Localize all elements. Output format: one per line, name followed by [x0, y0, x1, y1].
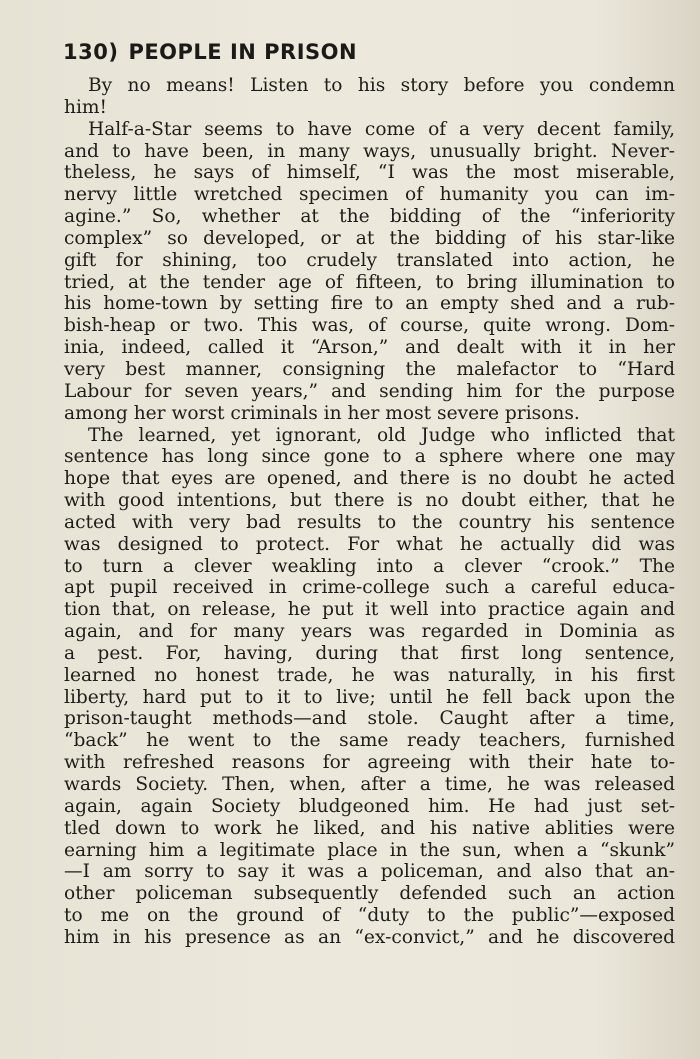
text-line: with good intentions, but there is no doubt either, that he: [64, 490, 675, 512]
text-line: apt pupil received in crime-college such a careful educa-: [64, 577, 675, 599]
text-line: earning him a legitimate place in the sun, when a “skunk”: [64, 839, 675, 861]
text-line: other policeman subsequently defended such an action: [64, 883, 675, 905]
text-line: sentence has long since gone to a sphere where one may: [64, 446, 675, 468]
body-text: [64, 75, 675, 949]
page-number: 130): [63, 40, 119, 64]
text-line: tled down to work he liked, and his native ablities were: [64, 817, 675, 839]
text-line: “back” he went to the same ready teachers, furnished: [64, 730, 675, 752]
text-line: his home-town by setting fire to an empty shed and a rub-: [64, 293, 675, 315]
text-line: to me on the ground of “duty to the public”—exposed: [64, 905, 675, 927]
text-line: inia, indeed, called it “Arson,” and dealt with it in her: [64, 337, 675, 359]
text-line: with refreshed reasons for agreeing with their hate to-: [64, 752, 675, 774]
text-line: tion that, on release, he put it well into practice again and: [64, 599, 675, 621]
text-line: tried, at the tender age of fifteen, to bring illumination to: [64, 271, 675, 293]
text-line: prison-taught methods—and stole. Caught after a time,: [64, 708, 675, 730]
text-line: him in his presence as an “ex-convict,” and he discovered: [64, 926, 675, 948]
running-header: [63, 40, 357, 64]
text-line: liberty, hard put to it to live; until he fell back upon the: [64, 686, 675, 708]
text-line: very best manner, consigning the malefactor to “Hard: [64, 358, 675, 380]
text-line: Half-a-Star seems to have come of a very decent family,: [88, 118, 675, 140]
text-line: learned no honest trade, he was naturally, in his first: [64, 664, 675, 686]
text-line: to turn a clever weakling into a clever “crook.” The: [64, 555, 675, 577]
text-line: —I am sorry to say it was a policeman, and also that an-: [64, 861, 675, 883]
text-line: again, and for many years was regarded in Dominia as: [64, 621, 675, 643]
text-line: acted with very bad results to the country his sentence: [64, 511, 675, 533]
text-line: was designed to protect. For what he actually did was: [64, 533, 675, 555]
running-title: PEOPLE IN PRISON: [128, 40, 358, 64]
text-line: and to have been, in many ways, unusually bright. Never-: [64, 140, 675, 162]
text-line: bish-heap or two. This was, of course, quite wrong. Dom-: [64, 315, 675, 337]
text-line: Labour for seven years,” and sending him for the purpose: [64, 380, 675, 402]
text-line: theless, he says of himself, “I was the most miserable,: [64, 162, 675, 184]
text-line: hope that eyes are opened, and there is no doubt he acted: [64, 468, 675, 490]
text-line: By no means! Listen to his story before you condemn: [88, 75, 675, 96]
text-line: nervy little wretched specimen of humanity you can im-: [64, 184, 675, 206]
text-line: complex” so developed, or at the bidding of his star-like: [64, 227, 675, 249]
text-line: again, again Society bludgeoned him. He had just set-: [64, 795, 675, 817]
text-line: among her worst criminals in her most severe prisons.: [64, 402, 580, 424]
text-line: gift for shining, too crudely translated into action, he: [64, 249, 675, 271]
text-line: The learned, yet ignorant, old Judge who inflicted that: [88, 424, 675, 446]
text-line: a pest. For, having, during that first long sentence,: [64, 642, 675, 664]
text-line: wards Society. Then, when, after a time, he was released: [64, 774, 675, 795]
text-line: agine.” So, whether at the bidding of the “inferiority: [64, 206, 675, 228]
text-line: him!: [64, 96, 108, 118]
